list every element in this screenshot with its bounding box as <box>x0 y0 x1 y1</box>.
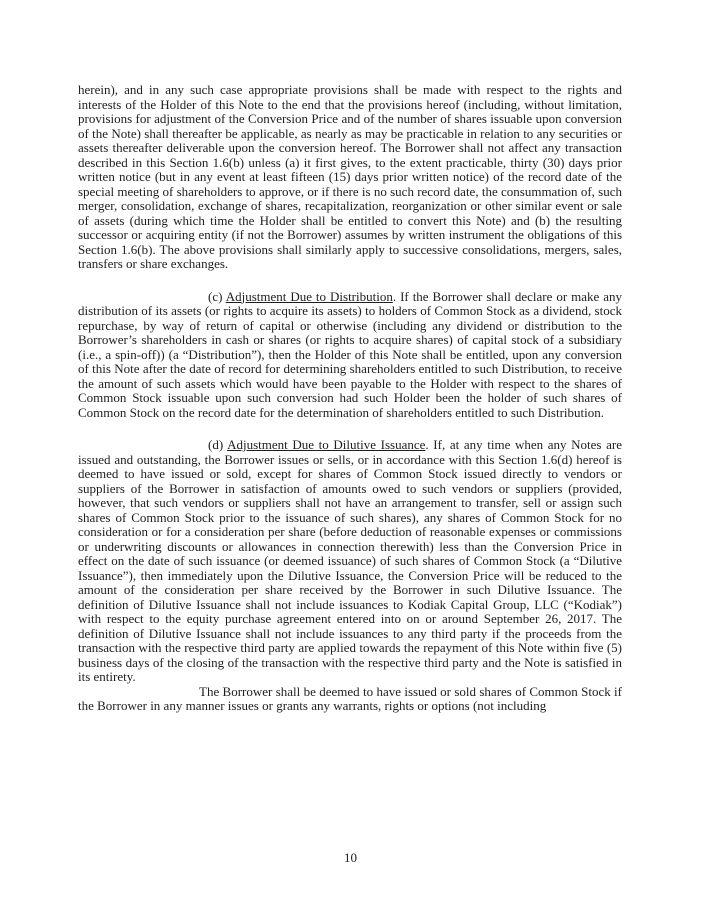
paragraph-section-c <box>78 290 622 421</box>
paragraph-deemed-issuance-text: The Borrower shall be deemed to have issued or sold shares of Common Stock if the Borrower in any manner issues or grants any warrants, rights or options (not including <box>78 683 622 713</box>
paragraph-section-d <box>78 438 622 685</box>
section-d-heading: Adjustment Due to Dilutive Issuance <box>227 437 426 452</box>
section-c-heading: Adjustment Due to Distribution <box>225 288 393 304</box>
section-c-label: (c) <box>208 288 226 304</box>
section-c-text: . If the Borrower shall declare or make any distribution of its assets (or rights to acquire its assets) to holders of Common Stock as a dividend, stock repurchase, by way of return of capital or otherwise (including any dividend or distribution to the Borrower’s shareholders in cash or shares (or rights to acquire shares) of capital stock of a subsidiary (i.e., a spin-off)) (a “Distribution”), then the Holder of this Note shall be entitled, upon any conversion of this Note after the date of record for determining shareholders entitled to such Distribution, to receive the amount of such assets which would have been payable to the Holder with respect to the shares of Common Stock issuable upon such conversion had such Holder been the holder of such shares of Common Stock on the record date for the determination of shareholders entitled to such Distribution. <box>78 288 622 420</box>
paragraph-continuation <box>78 83 622 272</box>
section-d-text: . If, at any time when any Notes are issued and outstanding, the Borrower issues or sells, or in accordance with this Section 1.6(d) hereof is deemed to have issued or sold, except for shares of Common Stock issued directly to vendors or suppliers of the Borrower in satisfaction of amounts owed to such vendors or suppliers (provided, however, that such vendors or suppliers shall not have an arrangement to transfer, sell or assign such shares of Common Stock prior to the issuance of such shares), any shares of Common Stock for no consideration or for a consideration per share (before deduction of reasonable expenses or commissions or underwriting discounts or allowances in connection therewith) less than the Conversion Price in effect on the date of such issuance (or deemed issuance) of such shares of Common Stock (a “Dilutive Issuance”), then immediately upon the Dilutive Issuance, the Conversion Price will be reduced to the amount of the consideration per share received by the Borrower in such Dilutive Issuance. The definition of Dilutive Issuance shall not include issuances to Kodiak Capital Group, LLC (“Kodiak”) with respect to the equity purchase agreement entered into on or around September 26, 2017. The definition of Dilutive Issuance shall not include issuances to any third party if the proceeds from the transaction with the respective third party are applied towards the repayment of this Note within five (5) business days of the closing of the transaction with the respective third party and the Note is satisfied in its entirety. <box>78 437 622 684</box>
paragraph-deemed-issuance <box>78 685 622 714</box>
section-d-label: (d) <box>208 437 228 452</box>
paragraph-continuation-text: herein), and in any such case appropriate provisions shall be made with respect to the rights and interests of the Holder of this Note to the end that the provisions hereof (including, without limitation, provisions for adjustment of the Conversion Price and of the number of shares issuable upon conversion of the Note) shall thereafter be applicable, as nearly as may be practicable in relation to any securities or assets thereafter deliverable upon the conversion hereof. The Borrower shall not affect any transaction described in this Section 1.6(b) unless (a) it first gives, to the extent practicable, thirty (30) days prior written notice (but in any event at least fifteen (15) days prior written notice) of the record date of the special meeting of shareholders to approve, or if there is no such record date, the consummation of, such merger, consolidation, exchange of shares, recapitalization, reorganization or other similar event or sale of assets (during which time the Holder shall be entitled to convert this Note) and (b) the resulting successor or acquiring entity (if not the Borrower) assumes by written instrument the obligations of this Section 1.6(b). The above provisions shall similarly apply to successive consolidations, mergers, sales, transfers or share exchanges. <box>78 82 622 271</box>
document-text-block <box>78 83 622 714</box>
page-footer <box>0 851 701 866</box>
page-number: 10 <box>344 850 357 865</box>
